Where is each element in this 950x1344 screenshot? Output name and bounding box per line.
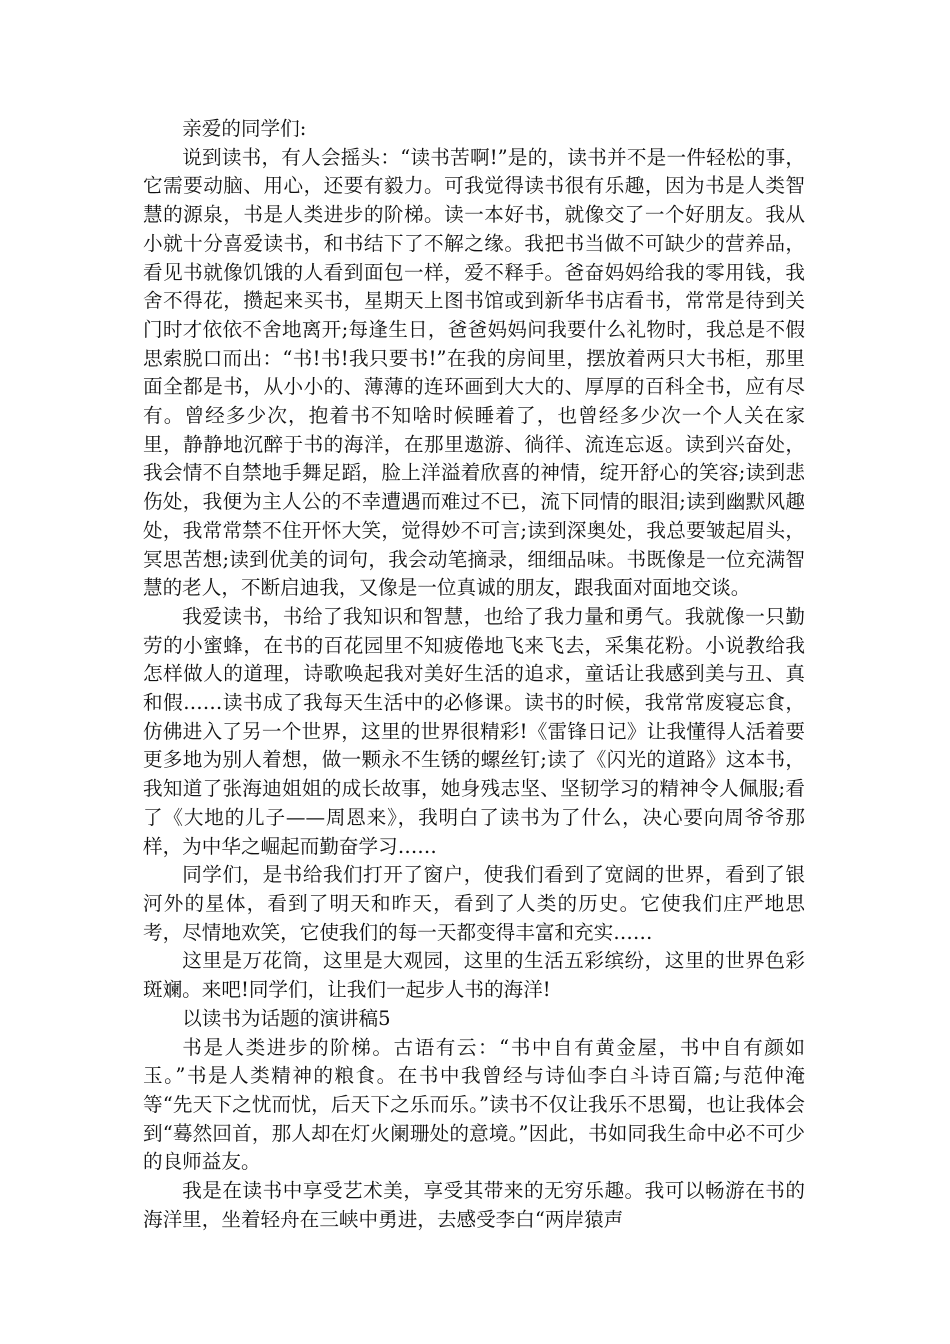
paragraph-5: 书是人类进步的阶梯。古语有云：“书中自有黄金屋，书中自有颜如玉。”书是人类精神的粮食。在书中我曾经与诗仙李白斗诗百篇;与范仲淹等“先天下之忧而忧，后天下之乐而乐。”读书不仅让我乐不思蜀，也让我体会到“蓦然回首，那人却在灯火阑珊处的意境。”因此，书如同我生命中必不可少的良师益友。: [143, 1035, 805, 1174]
salutation: 亲爱的同学们:: [182, 117, 307, 140]
paragraph-1: 说到读书，有人会摇头：“读书苦啊!”是的，读书并不是一件轻松的事，它需要动脑、用心，还要有毅力。可我觉得读书很有乐趣，因为书是人类智慧的源泉，书是人类进步的阶梯。读一本好书，就像交了一个好朋友。我从小就十分喜爱读书，和书结下了不解之缘。我把书当做不可缺少的营养品，看见书就像饥饿的人看到面包一样，爱不释手。爸奋妈妈给我的零用钱，我舍不得花，攒起来买书，星期天上图书馆或到新华书店看书，常常是待到关门时才依依不舍地离开;每逢生日，爸爸妈妈问我要什么礼物时，我总是不假思索脱口而出：“书!书!我只要书!”在我的房间里，摆放着两只大书柜，那里面全都是书，从小小的、薄薄的连环画到大大的、厚厚的百科全书，应有尽有。曾经多少次，抱着书不知啥时候睡着了，也曾经多少次一个人关在家里，静静地沉醉于书的海洋，在那里遨游、徜徉、流连忘返。读到兴奋处，我会情不自禁地手舞足蹈，脸上洋溢着欣喜的神情，绽开舒心的笑容;读到悲伤处，我便为主人公的不幸遭遇而难过不已，流下同情的眼泪;读到幽默风趣处，我常常禁不住开怀大笑，觉得妙不可言;读到深奥处，我总要皱起眉头，冥思苦想;读到优美的词句，我会动笔摘录，细细品味。书既像是一位充满智慧的老人，不断启迪我，又像是一位真诚的朋友，跟我面对面地交谈。: [143, 145, 805, 600]
section-heading: 以读书为话题的演讲稿5: [182, 1006, 391, 1030]
paragraph-2: 我爱读书，书给了我知识和智慧，也给了我力量和勇气。我就像一只勤劳的小蜜蜂，在书的百花园里不知疲倦地飞来飞去，采集花粉。小说教给我怎样做人的道理，诗歌唤起我对美好生活的追求，童话让我感到美与丑、真和假……读书成了我每天生活中的必修课。读书的时候，我常常废寝忘食，仿佛进入了另一个世界，这里的世界很精彩!《雷锋日记》让我懂得人活着要更多地为别人着想，做一颗永不生锈的螺丝钉;读了《闪光的道路》这本书，我知道了张海迪姐姐的成长故事，她身残志坚、坚韧学习的精神令人佩服;看了《大地的儿子——周恩来》，我明白了读书为了什么，决心要向周爷爷那样，为中华之崛起而勤奋学习……: [143, 604, 805, 858]
paragraph-6: 我是在读书中享受艺术美，享受其带来的无穷乐趣。我可以畅游在书的海洋里，坐着轻舟在三峡中勇进，去感受李白“两岸猿声: [143, 1179, 805, 1231]
paragraph-3: 同学们，是书给我们打开了窗户，使我们看到了宽阔的世界，看到了银河外的星体，看到了明天和昨天，看到了人类的历史。它使我们庄严地思考，尽情地欢笑，它使我们的每一天都变得丰富和充实……: [143, 863, 805, 944]
document-body: [143, 115, 805, 1234]
paragraph-4: 这里是万花筒，这里是大观园，这里的生活五彩缤纷，这里的世界色彩斑斓。来吧!同学们，让我们一起步人书的海洋!: [143, 949, 805, 1002]
